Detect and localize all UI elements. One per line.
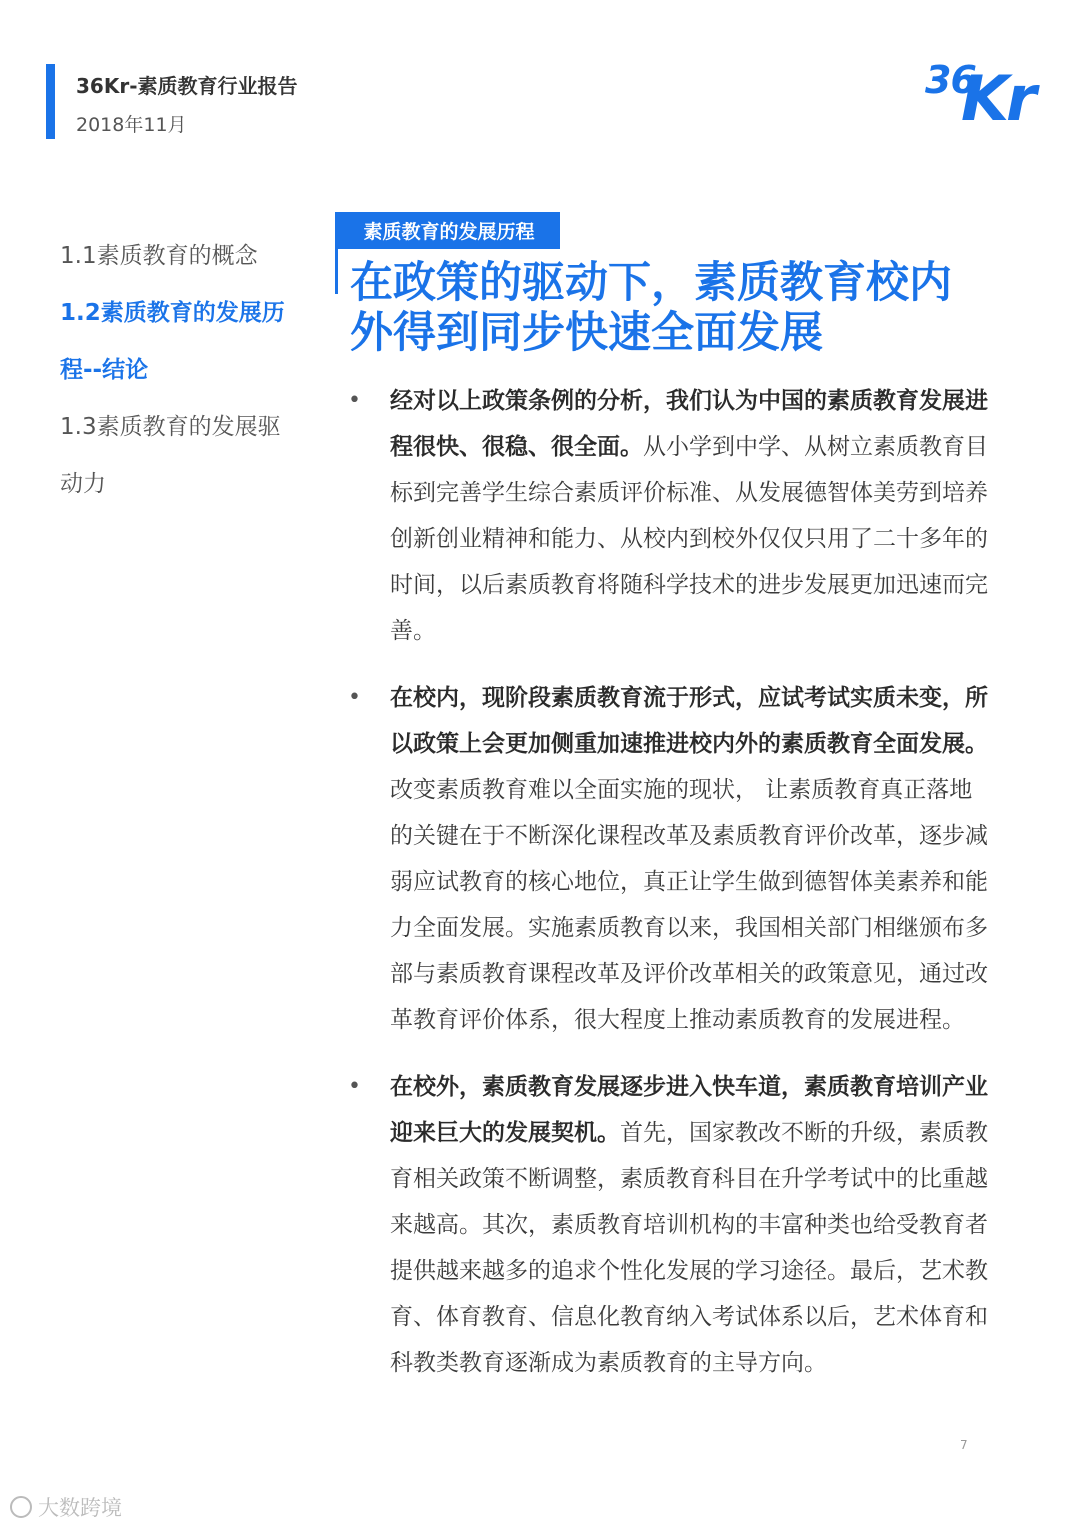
logo-kr: Kr (961, 62, 1034, 135)
toc-item-concept[interactable]: 1.1素质教育的概念 (60, 243, 258, 269)
toc-item-history-cont[interactable]: 程--结论 (60, 357, 149, 383)
toc-item-drivers[interactable]: 1.3素质教育的发展驱 (60, 414, 281, 440)
bullet-body-text: 首先，国家教改不断的升级，素质教育相关政策不断调整，素质教育科目在升学考试中的比重越来越高。其次，素质教育培训机构的丰富种类也给受教育者提供越来越多的追求个性化发展的学习途径。最后，艺术教育、体育教育、信息化教育纳入考试体系以后，艺术体育和科教类教育逐渐成为素质教育的主导方向。 (390, 1120, 988, 1376)
bullet-dot-icon: • (348, 388, 361, 413)
bullet-dot-icon: • (348, 1074, 361, 1099)
table-of-contents (60, 228, 300, 513)
bullet-bold-text: 在校内，现阶段素质教育流于形式，应试考试实质未变，所以政策上会更加侧重加速推进校内外的素质教育全面发展。 (390, 685, 988, 757)
brand-logo (925, 58, 1040, 135)
bullet-bold-text: 经对以上政策条例的分析，我们认为中国的素质教育发展进程很快、很稳、很全面。 (390, 388, 988, 460)
page-number: 7 (960, 1438, 968, 1452)
headline-line-1: 在政策的驱动下，素质教育校内 (350, 258, 952, 308)
watermark-text: 大数跨境 (38, 1496, 122, 1520)
bullet-bold-text: 在校外，素质教育发展逐步进入快车道，素质教育培训产业迎来巨大的发展契机。 (390, 1074, 988, 1146)
bullet-item (340, 675, 990, 1043)
bullet-list (340, 378, 990, 1386)
header-accent-bar (46, 64, 55, 139)
report-date: 2018年11月 (76, 114, 187, 136)
watermark (10, 1492, 122, 1522)
watermark-logo-icon (10, 1496, 32, 1518)
section-tag: 素质教育的发展历程 (338, 212, 560, 249)
bullet-dot-icon: • (348, 685, 361, 710)
toc-item-drivers-cont[interactable]: 动力 (60, 471, 106, 497)
bullet-body-text: 从小学到中学、从树立素质教育目标到完善学生综合素质评价标准、从发展德智体美劳到培养创新创业精神和能力、从校内到校外仅仅只用了二十多年的时间，以后素质教育将随科学技术的进步发展更加迅速而完善。 (390, 434, 988, 644)
toc-item-history[interactable]: 1.2素质教育的发展历 (60, 300, 285, 326)
report-title: 36Kr-素质教育行业报告 (76, 74, 298, 98)
bullet-item (340, 1064, 990, 1386)
bullet-body-text: 改变素质教育难以全面实施的现状， 让素质教育真正落地的关键在于不断深化课程改革及素质教育评价改革，逐步减弱应试教育的核心地位，真正让学生做到德智体美素养和能力全面发展。实施素质教育以来，我国相关部门相继颁布多部与素质教育课程改革及评价改革相关的政策意见，通过改革教育评价体系，很大程度上推动素质教育的发展进程。 (390, 777, 988, 1033)
logo-36: 36 (925, 58, 976, 102)
bullet-item (340, 378, 990, 654)
page-headline (350, 258, 990, 358)
headline-line-2: 外得到同步快速全面发展 (350, 308, 823, 358)
